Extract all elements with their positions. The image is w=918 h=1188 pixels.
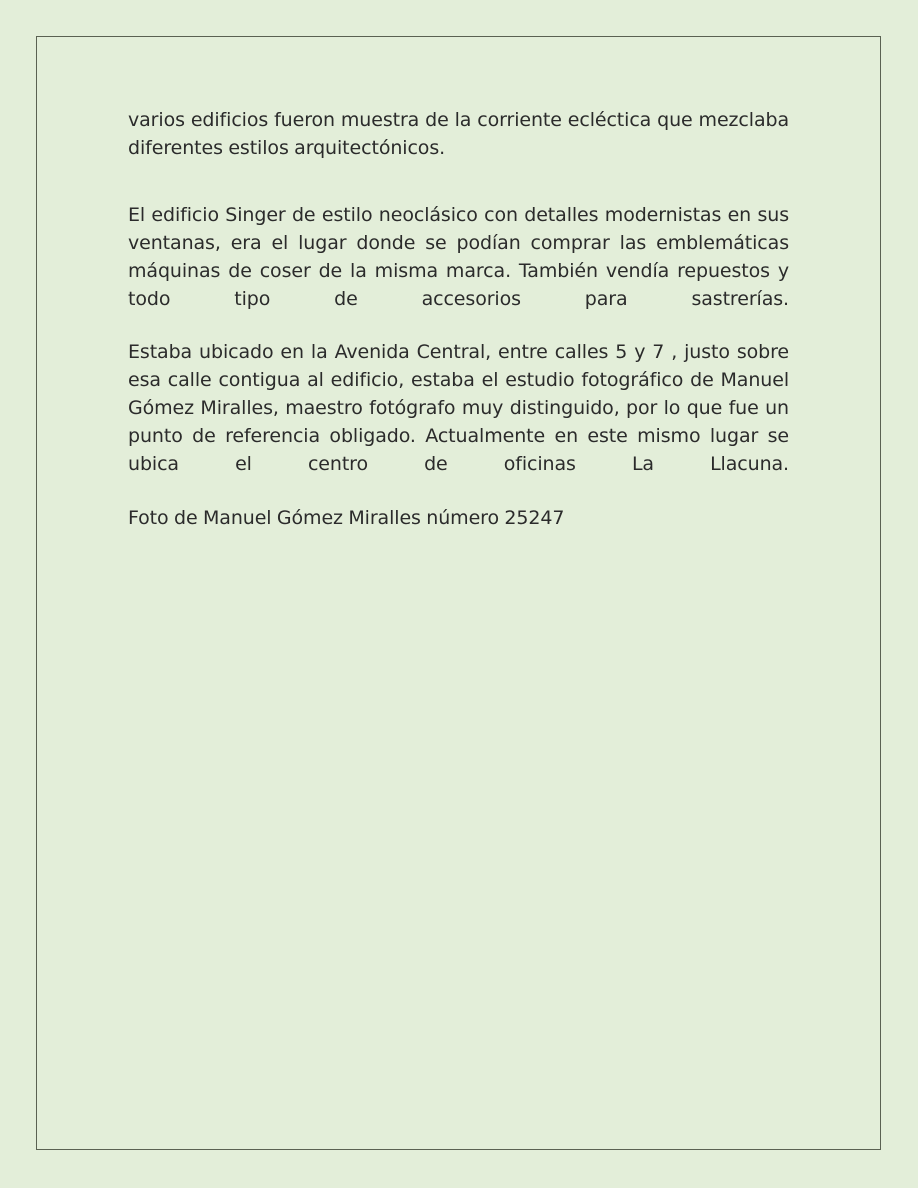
- paragraph-singer-building: El edificio Singer de estilo neoclásico con detalles modernistas en sus ventanas, era el lugar donde se podían comprar las emblemáticas máquinas de coser de la misma marca. También vendía repuestos y todo tipo de accesorios para sastrerías.: [128, 204, 789, 310]
- document-body: [128, 106, 789, 532]
- paragraph-eclectic-buildings: varios edificios fueron muestra de la corriente ecléctica que mezclaba diferentes estilos arquitectónicos.: [128, 109, 789, 159]
- photo-caption: Foto de Manuel Gómez Miralles número 25247: [128, 507, 565, 529]
- paragraph-location: Estaba ubicado en la Avenida Central, entre calles 5 y 7 , justo sobre esa calle contigua al edificio, estaba el estudio fotográfico de Manuel Gómez Miralles, maestro fotógrafo muy distinguido, por lo que fue un punto de referencia obligado. Actualmente en este mismo lugar se ubica el centro de oficinas La Llacuna.: [128, 341, 789, 475]
